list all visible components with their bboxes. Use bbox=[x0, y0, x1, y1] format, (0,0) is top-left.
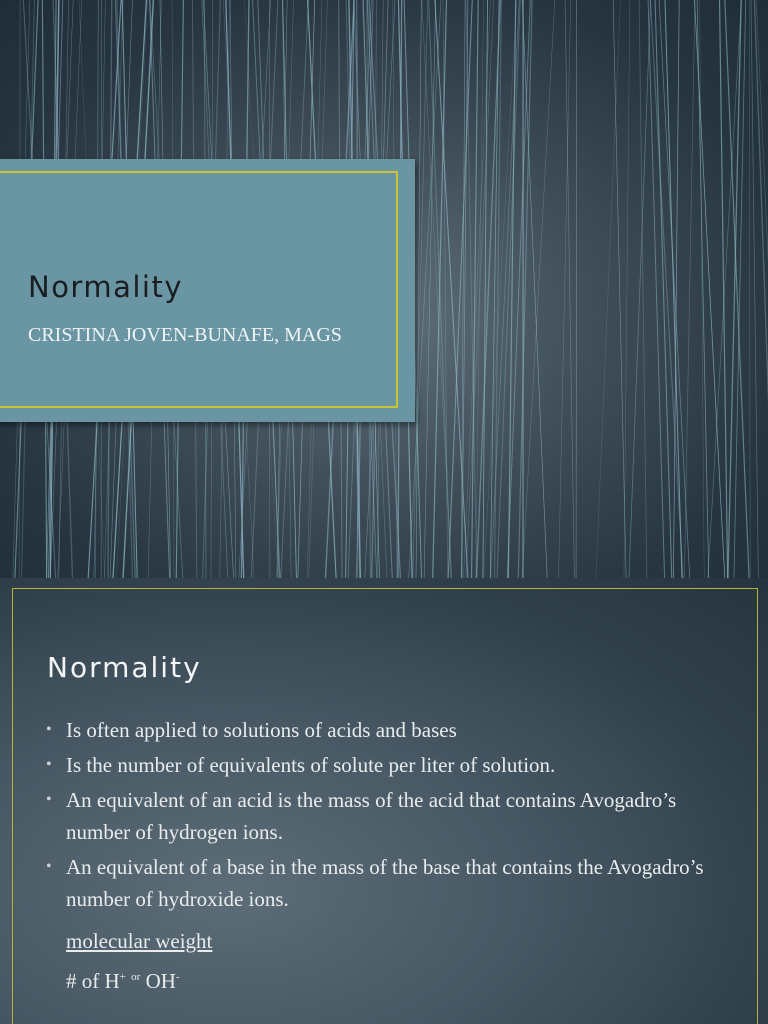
background-streak bbox=[648, 0, 665, 578]
denominator-prefix: # of H bbox=[66, 969, 120, 993]
background-streak bbox=[565, 0, 575, 578]
bullet-text: An equivalent of an acid is the mass of the acid that contains Avogadro’s number of hydrogen ions. bbox=[66, 788, 677, 844]
background-streak bbox=[639, 0, 647, 578]
normality-formula bbox=[66, 923, 212, 999]
formula-denominator bbox=[66, 959, 212, 999]
background-streak bbox=[754, 0, 768, 578]
plus-superscript: + bbox=[119, 971, 126, 983]
background-streak bbox=[595, 0, 620, 578]
list-item bbox=[46, 749, 736, 781]
background-streak bbox=[483, 0, 488, 578]
background-streak bbox=[558, 0, 571, 578]
bullet-icon: • bbox=[46, 756, 52, 773]
bullet-text: Is the number of equivalents of solute per liter of solution. bbox=[66, 753, 556, 777]
background-streak bbox=[724, 0, 749, 578]
minus-superscript: - bbox=[175, 971, 180, 983]
slide-title: Normality bbox=[28, 270, 184, 304]
background-streak bbox=[728, 0, 742, 578]
bullet-list bbox=[46, 714, 736, 918]
list-item bbox=[46, 784, 736, 848]
background-streak bbox=[613, 0, 627, 578]
background-streak bbox=[749, 0, 750, 578]
bullet-text: An equivalent of a base in the mass of the base that contains the Avogadro’s number of hydroxide ions. bbox=[66, 855, 704, 911]
background-streak bbox=[697, 0, 709, 578]
background-streak bbox=[665, 0, 683, 578]
formula-numerator: molecular weight bbox=[66, 929, 213, 953]
content-slide bbox=[0, 578, 768, 1024]
slide-subtitle: CRISTINA JOVEN-BUNAFE, MAGS bbox=[28, 324, 342, 346]
background-streak bbox=[443, 0, 448, 578]
background-streak bbox=[576, 0, 577, 578]
background-streak bbox=[719, 0, 727, 578]
content-slide-title: Normality bbox=[47, 651, 202, 684]
background-streak bbox=[684, 0, 695, 578]
bullet-icon: • bbox=[46, 721, 52, 738]
background-streak bbox=[624, 0, 630, 578]
background-streak bbox=[629, 0, 652, 578]
or-superscript: or bbox=[131, 971, 141, 983]
bullet-icon: • bbox=[46, 858, 52, 875]
bullet-icon: • bbox=[46, 791, 52, 808]
bullet-text: Is often applied to solutions of acids and bases bbox=[66, 718, 457, 742]
background-streak bbox=[518, 0, 532, 578]
hydroxide-label: OH bbox=[145, 969, 176, 993]
list-item bbox=[46, 714, 736, 746]
title-box bbox=[0, 159, 415, 422]
list-item bbox=[46, 851, 736, 915]
background-streak bbox=[700, 0, 705, 578]
